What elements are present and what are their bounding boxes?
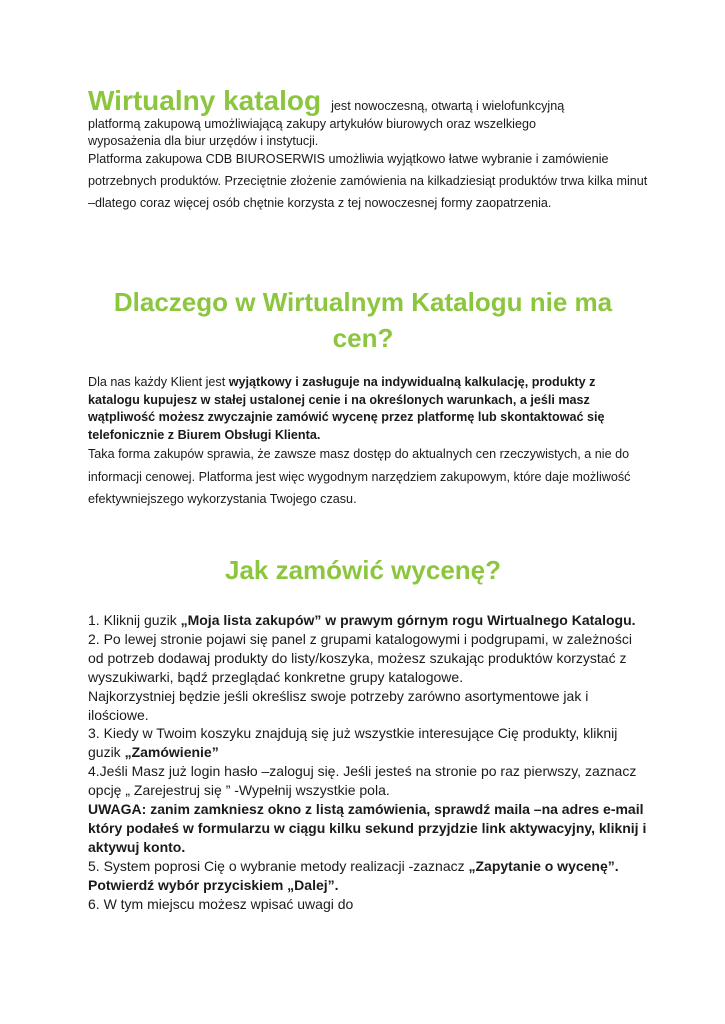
intro-section: [88, 86, 648, 214]
intro-line-3: wyposażenia dla biur urzędów i instytucji.: [88, 134, 319, 148]
step-1-bold: „Moja lista zakupów” w prawym górnym rogu Wirtualnego Katalogu.: [180, 612, 636, 628]
step-6: 6. W tym miejscu możesz wpisać uwagi do: [88, 895, 354, 912]
step-5: [88, 857, 648, 876]
step-5-bold: „Zapytanie o wycenę”.: [468, 857, 619, 874]
intro-paragraph-1: [88, 86, 648, 150]
why-p1-normal: Dla nas każdy Klient jest: [88, 375, 229, 389]
page-title: Wirtualny katalog: [88, 85, 322, 116]
step-3-bold: „Zamówienie”: [124, 744, 219, 761]
intro-lead-text: jest nowoczesną, otwartą i wielofunkcyjną: [331, 99, 565, 113]
how-heading: Jak zamówić wycenę?: [224, 555, 502, 585]
step-5-confirm: [88, 876, 648, 895]
warning-note: [88, 800, 648, 857]
step-5-confirm-text: Potwierdź wybór przyciskiem „Dalej”.: [88, 876, 339, 893]
why-paragraph-1: [88, 374, 648, 444]
warning-text: UWAGA: zanim zamkniesz okno z listą zamówienia, sprawdź maila –na adres e-mail który podałeś w formularzu w ciągu kilku sekund przyjdzie link aktywacyjny, kliknij i aktywuj konto.: [88, 801, 647, 855]
step-1: [88, 611, 648, 630]
why-section: [88, 374, 648, 511]
step-5-normal: 5. System poprosi Cię o wybranie metody realizacji -zaznacz: [88, 857, 469, 874]
steps-section: [88, 611, 648, 914]
step-3: [88, 724, 648, 762]
step-3-normal: 3. Kiedy w Twoim koszyku znajdują się już wszystkie interesujące Cię produkty, kliknij guzik: [88, 725, 618, 761]
why-paragraph-2: Taka forma zakupów sprawia, że zawsze masz dostęp do aktualnych cen rzeczywistych, a nie do informacji cenowej. Platforma jest więc wygodnym narzędziem zakupowym, które daje możliwość efektywniejszego wykorzystania Twojego czasu.: [88, 447, 631, 506]
why-heading: Dlaczego w Wirtualnym Katalogu nie ma cen?: [113, 287, 613, 353]
why-p1-bold: wyjątkowy i zasługuje na indywidualną kalkulację, produkty z katalogu kupujesz w stałej ustalonej cenie i na określonych warunkach, a jeśli masz wątpliwość możesz zwyczajnie zamówić wycenę przez platformę lub skontaktować się telefonicznie z Biurem Obsługi Klienta.: [88, 375, 605, 442]
intro-paragraph-2: Platforma zakupowa CDB BIUROSERWIS umożliwia wyjątkowo łatwe wybranie i zamówienie potrzebnych produktów. Przeciętnie złożenie zamówienia na kilkadziesiąt produktów trwa kilka minut –dlatego coraz więcej osób chętnie korzysta z tej nowoczesnej formy zaopatrzenia.: [88, 152, 648, 210]
step-1-normal: 1. Kliknij guzik: [88, 612, 181, 628]
step-4: 4.Jeśli Masz już login hasło –zaloguj się. Jeśli jesteś na stronie po raz pierwszy, zaznacz opcję „ Zarejestruj się ” -Wypełnij wszystkie pola.: [88, 763, 637, 799]
step-2-note: Najkorzystniej będzie jeśli określisz swoje potrzeby zarówno asortymentowe jak i ilościowe.: [88, 687, 589, 723]
intro-line-2: platformą zakupową umożliwiającą zakupy artykułów biurowych oraz wszelkiego: [88, 117, 536, 131]
step-2: 2. Po lewej stronie pojawi się panel z grupami katalogowymi i podgrupami, w zależności od potrzeb dodawaj produkty do listy/koszyka, możesz szukając produktów korzystać z wyszukiwarki, bądź przeglądać konkretne grupy katalogowe.: [88, 630, 632, 685]
